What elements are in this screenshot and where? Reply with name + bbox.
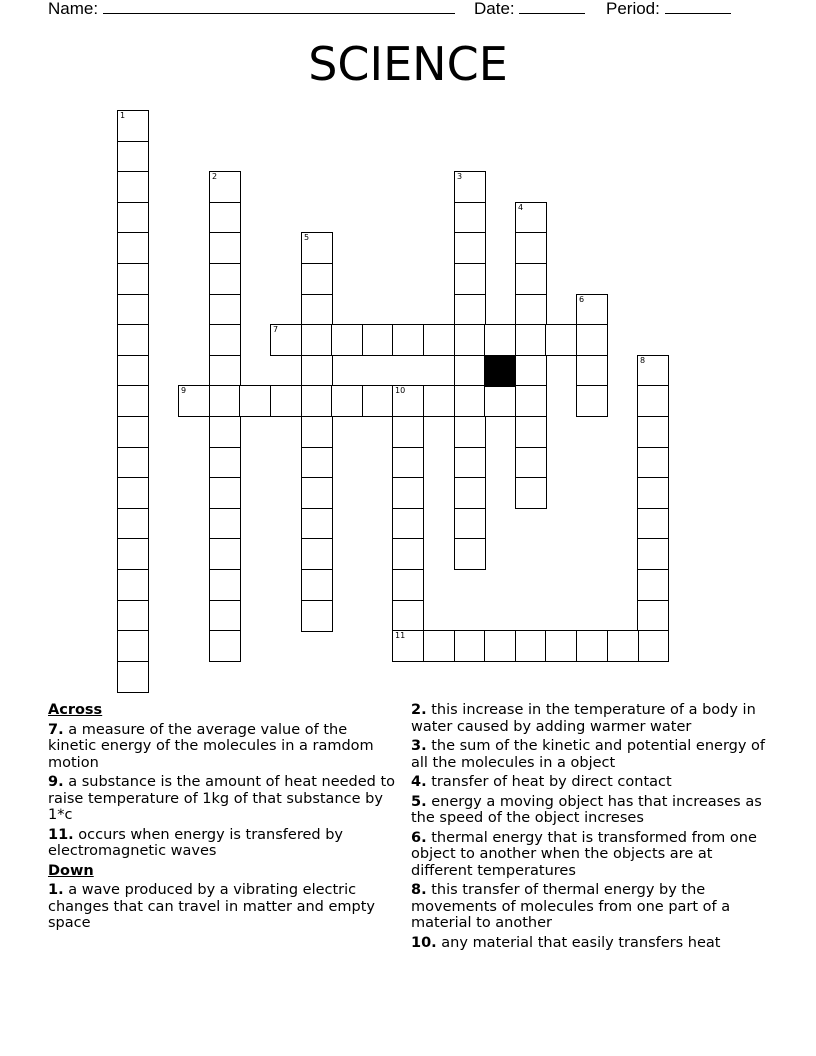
grid-cell[interactable] bbox=[117, 447, 149, 479]
clue-number: 6. bbox=[411, 829, 427, 846]
name-label: Name: bbox=[48, 0, 99, 18]
clue-number: 4. bbox=[411, 774, 427, 790]
grid-cell[interactable] bbox=[117, 416, 149, 448]
cell-number: 2 bbox=[212, 172, 218, 181]
grid-cell[interactable] bbox=[576, 385, 608, 417]
grid-cell[interactable] bbox=[270, 385, 302, 417]
grid-cell[interactable] bbox=[515, 232, 547, 264]
grid-cell[interactable] bbox=[301, 447, 333, 479]
clue-text: thermal energy that is transformed from one object to another when the objects are at different temperatures bbox=[411, 829, 757, 879]
clue-number: 8. bbox=[411, 882, 427, 898]
clue-down-10 bbox=[411, 935, 771, 952]
clue-text: a measure of the average value of the kinetic energy of the molecules in a ramdom motion bbox=[48, 721, 374, 771]
grid-cell[interactable] bbox=[637, 385, 669, 417]
grid-cell[interactable] bbox=[209, 416, 241, 448]
clues-right-column bbox=[411, 702, 771, 954]
grid-cell[interactable] bbox=[545, 324, 577, 356]
grid-cell[interactable] bbox=[362, 324, 394, 356]
grid-cell[interactable] bbox=[239, 385, 271, 417]
grid-cell[interactable] bbox=[454, 538, 486, 570]
clue-down-6 bbox=[411, 830, 771, 880]
clue-text: a wave produced by a vibrating electric changes that can travel in matter and empty space bbox=[48, 882, 376, 931]
cell-number: 4 bbox=[518, 203, 524, 212]
grid-cell[interactable] bbox=[117, 508, 149, 540]
grid-cell[interactable] bbox=[576, 355, 608, 387]
grid-cell[interactable] bbox=[515, 263, 547, 295]
grid-cell[interactable] bbox=[209, 630, 241, 662]
grid-cell[interactable] bbox=[484, 324, 516, 356]
grid-cell[interactable] bbox=[209, 263, 241, 295]
grid-cell[interactable] bbox=[117, 355, 149, 387]
clue-number: 5. bbox=[411, 793, 427, 810]
grid-cell[interactable] bbox=[178, 385, 210, 417]
clues-left-column bbox=[48, 702, 398, 935]
grid-cell[interactable] bbox=[209, 600, 241, 632]
clue-text: transfer of heat by direct contact bbox=[431, 774, 672, 790]
grid-cell[interactable] bbox=[117, 171, 149, 203]
grid-cell[interactable] bbox=[117, 569, 149, 601]
grid-cell[interactable] bbox=[637, 538, 669, 570]
grid-cell[interactable] bbox=[454, 508, 486, 540]
cell-number: 6 bbox=[579, 295, 585, 304]
grid-cell[interactable] bbox=[301, 324, 333, 356]
page-title: SCIENCE bbox=[308, 37, 508, 91]
cell-number: 8 bbox=[640, 356, 646, 365]
grid-cell[interactable] bbox=[209, 385, 241, 417]
clue-text: energy a moving object has that increases as the speed of the object increses bbox=[411, 793, 762, 826]
clue-down-4 bbox=[411, 774, 771, 791]
cell-number: 9 bbox=[181, 386, 187, 395]
clue-text: this transfer of thermal energy by the movements of molecules from one part of a material to another bbox=[411, 882, 731, 931]
grid-cell[interactable] bbox=[545, 630, 577, 662]
grid-cell[interactable] bbox=[515, 385, 547, 417]
cell-number: 3 bbox=[457, 172, 463, 181]
grid-cell[interactable] bbox=[637, 569, 669, 601]
grid-cell[interactable] bbox=[515, 416, 547, 448]
grid-cell[interactable] bbox=[637, 477, 669, 509]
clue-text: any material that easily transfers heat bbox=[441, 934, 721, 951]
grid-cell[interactable] bbox=[117, 263, 149, 295]
grid-cell[interactable] bbox=[209, 171, 241, 203]
grid-cell[interactable] bbox=[362, 385, 394, 417]
clue-number: 10. bbox=[411, 934, 437, 951]
grid-cell[interactable] bbox=[576, 294, 608, 326]
grid-cell[interactable] bbox=[637, 600, 669, 632]
clue-across-7 bbox=[48, 722, 398, 772]
clue-number: 7. bbox=[48, 721, 64, 738]
grid-cell[interactable] bbox=[637, 447, 669, 479]
grid-cell[interactable] bbox=[301, 508, 333, 540]
clue-text: the sum of the kinetic and potential energy of all the molecules in a object bbox=[411, 738, 766, 771]
clue-across-11 bbox=[48, 827, 398, 860]
grid-cell[interactable] bbox=[117, 294, 149, 326]
clue-number: 1. bbox=[48, 882, 64, 898]
grid-cell[interactable] bbox=[209, 569, 241, 601]
grid-cell[interactable] bbox=[270, 324, 302, 356]
grid-cell[interactable] bbox=[117, 385, 149, 417]
grid-cell[interactable] bbox=[515, 477, 547, 509]
grid-cell[interactable] bbox=[454, 324, 486, 356]
cell-number: 7 bbox=[273, 325, 279, 334]
grid-cell[interactable] bbox=[637, 355, 669, 387]
grid-cell[interactable] bbox=[209, 355, 241, 387]
grid-cell[interactable] bbox=[209, 538, 241, 570]
grid-cell[interactable] bbox=[423, 630, 455, 662]
clue-down-2 bbox=[411, 702, 771, 735]
grid-cell[interactable] bbox=[301, 477, 333, 509]
grid-cell[interactable] bbox=[209, 232, 241, 264]
grid-cell[interactable] bbox=[301, 294, 333, 326]
grid-cell[interactable] bbox=[209, 447, 241, 479]
grid-cell[interactable] bbox=[515, 447, 547, 479]
grid-cell[interactable] bbox=[637, 508, 669, 540]
grid-cell[interactable] bbox=[301, 569, 333, 601]
clue-number: 11. bbox=[48, 826, 74, 843]
grid-cell[interactable] bbox=[423, 385, 455, 417]
grid-cell[interactable] bbox=[301, 355, 333, 387]
clue-text: a substance is the amount of heat needed to raise temperature of 1kg of that substance by 1*c bbox=[48, 774, 396, 823]
grid-cell[interactable] bbox=[454, 263, 486, 295]
grid-cell[interactable] bbox=[209, 477, 241, 509]
grid-cell[interactable] bbox=[392, 447, 424, 479]
grid-cell[interactable] bbox=[209, 294, 241, 326]
clue-number: 2. bbox=[411, 702, 427, 718]
grid-cell[interactable] bbox=[392, 385, 424, 417]
grid-cell[interactable] bbox=[301, 263, 333, 295]
grid-cell[interactable] bbox=[117, 661, 149, 693]
grid-cell[interactable] bbox=[454, 232, 486, 264]
date-label: Date: bbox=[474, 0, 515, 18]
cell-number: 11 bbox=[395, 631, 406, 640]
clue-down-5 bbox=[411, 794, 771, 827]
grid-cell[interactable] bbox=[117, 232, 149, 264]
grid-cell[interactable] bbox=[637, 416, 669, 448]
clue-down-8 bbox=[411, 882, 771, 932]
clue-text: this increase in the temperature of a body in water caused by adding warmer water bbox=[411, 702, 756, 735]
grid-cell[interactable] bbox=[515, 630, 547, 662]
grid-cell[interactable] bbox=[392, 477, 424, 509]
grid-cell[interactable] bbox=[637, 630, 669, 662]
grid-cell[interactable] bbox=[209, 324, 241, 356]
grid-cell[interactable] bbox=[423, 324, 455, 356]
grid-cell[interactable] bbox=[392, 324, 424, 356]
down-heading: Down bbox=[48, 862, 94, 879]
grid-cell[interactable] bbox=[454, 202, 486, 234]
grid-cell[interactable] bbox=[117, 202, 149, 234]
grid-cell[interactable] bbox=[454, 416, 486, 448]
clue-number: 3. bbox=[411, 738, 427, 754]
grid-cell[interactable] bbox=[454, 171, 486, 203]
grid-cell[interactable] bbox=[209, 508, 241, 540]
clue-text: occurs when energy is transfered by electromagnetic waves bbox=[48, 826, 343, 859]
grid-cell[interactable] bbox=[484, 385, 516, 417]
grid-cell[interactable] bbox=[117, 630, 149, 662]
grid-cell[interactable] bbox=[515, 202, 547, 234]
grid-cell[interactable] bbox=[117, 110, 149, 142]
grid-cell[interactable] bbox=[331, 385, 363, 417]
cell-number: 1 bbox=[120, 111, 126, 120]
grid-cell[interactable] bbox=[454, 477, 486, 509]
grid-cell[interactable] bbox=[117, 141, 149, 173]
grid-cell[interactable] bbox=[576, 324, 608, 356]
grid-cell[interactable] bbox=[301, 538, 333, 570]
cell-number: 5 bbox=[304, 233, 310, 242]
clue-down-3 bbox=[411, 738, 771, 771]
grid-cell[interactable] bbox=[454, 294, 486, 326]
grid-cell[interactable] bbox=[515, 324, 547, 356]
grid-cell[interactable] bbox=[392, 569, 424, 601]
period-label: Period: bbox=[606, 0, 660, 18]
clue-across-9 bbox=[48, 774, 398, 824]
grid-cell[interactable] bbox=[301, 232, 333, 264]
grid-cell[interactable] bbox=[301, 385, 333, 417]
grid-cell[interactable] bbox=[607, 630, 639, 662]
grid-cell[interactable] bbox=[392, 600, 424, 632]
grid-cell[interactable] bbox=[454, 355, 486, 387]
grid-cell[interactable] bbox=[515, 294, 547, 326]
grid-cell[interactable] bbox=[454, 385, 486, 417]
grid-cell[interactable] bbox=[117, 324, 149, 356]
grid-cell[interactable] bbox=[331, 324, 363, 356]
grid-cell[interactable] bbox=[515, 355, 547, 387]
clue-down-1 bbox=[48, 882, 398, 932]
grid-cell[interactable] bbox=[454, 447, 486, 479]
cell-number: 10 bbox=[395, 386, 406, 395]
grid-cell[interactable] bbox=[301, 416, 333, 448]
grid-cell[interactable] bbox=[301, 600, 333, 632]
grid-cell[interactable] bbox=[484, 630, 516, 662]
grid-cell[interactable] bbox=[117, 477, 149, 509]
black-cell bbox=[484, 355, 516, 387]
clue-number: 9. bbox=[48, 774, 64, 790]
grid-cell[interactable] bbox=[392, 508, 424, 540]
grid-cell[interactable] bbox=[117, 600, 149, 632]
grid-cell[interactable] bbox=[454, 630, 486, 662]
grid-cell[interactable] bbox=[392, 416, 424, 448]
grid-cell[interactable] bbox=[392, 538, 424, 570]
grid-cell[interactable] bbox=[392, 630, 424, 662]
grid-cell[interactable] bbox=[576, 630, 608, 662]
grid-cell[interactable] bbox=[209, 202, 241, 234]
grid-cell[interactable] bbox=[117, 538, 149, 570]
across-heading: Across bbox=[48, 702, 103, 718]
